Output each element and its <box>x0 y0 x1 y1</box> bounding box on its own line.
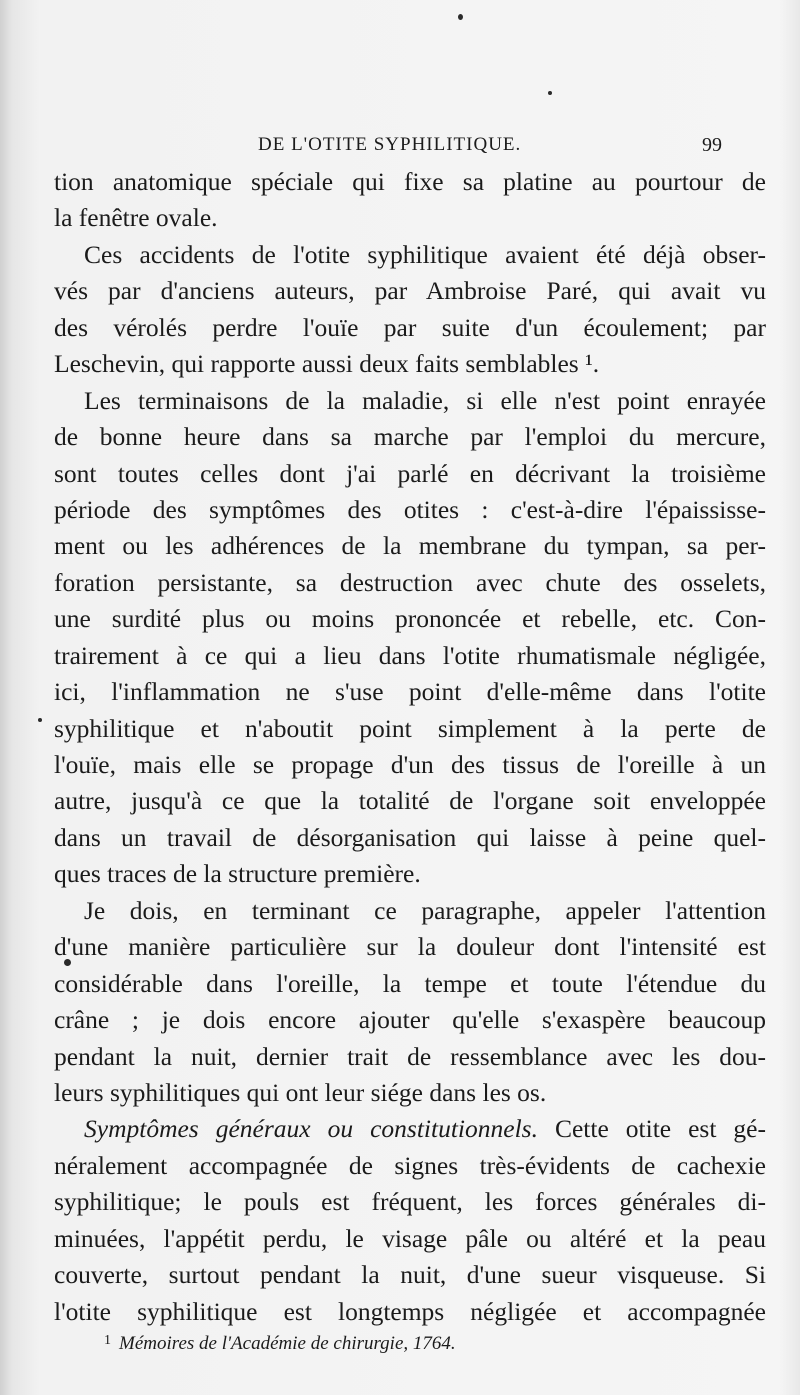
text-line: Leschevin, qui rapporte aussi deux faits semblables ¹. <box>54 349 600 379</box>
print-speck <box>548 91 552 95</box>
text-line: une surdité plus ou moins prononcée et rebelle, etc. Con- <box>54 604 766 634</box>
running-title: DE L'OTITE SYPHILITIQUE. <box>258 134 522 155</box>
text-line: syphilitique; le pouls est fréquent, les forces générales di- <box>54 1187 766 1217</box>
running-head <box>0 134 800 158</box>
text-line: sont toutes celles dont j'ai parlé en décrivant la troisième <box>54 458 766 488</box>
text-line: l'otite syphilitique est longtemps négligée et accompagnée <box>54 1296 766 1326</box>
text-line: vés par d'anciens auteurs, par Ambroise Paré, qui avait vu <box>54 276 766 306</box>
text-line: trairement à ce qui a lieu dans l'otite rhumatismale négligée, <box>54 640 766 670</box>
text-line: couverte, surtout pendant la nuit, d'une sueur visqueuse. Si <box>54 1260 766 1290</box>
heading-continuation: Cette otite est gé- <box>537 1114 766 1144</box>
text-line: leurs syphilitiques qui ont leur siége dans les os. <box>54 1077 547 1107</box>
footnote <box>104 1333 456 1355</box>
text-line: période des symptômes des otites : c'est-à-dire l'épaississe- <box>54 494 766 524</box>
text-line: foration persistante, sa destruction avec chute des osselets, <box>54 567 766 597</box>
italic-section-heading: Symptômes généraux ou constitutionnels. <box>84 1114 538 1144</box>
text-line: ment ou les adhérences de la membrane du tympan, sa per- <box>54 531 766 561</box>
footnote-marker: 1 <box>104 1333 111 1348</box>
text-line: considérable dans l'oreille, la tempe et toute l'étendue du <box>54 968 766 998</box>
text-line: dans un travail de désorganisation qui laisse à peine quel- <box>54 822 766 852</box>
text-line: de bonne heure dans sa marche par l'emploi du mercure, <box>54 422 766 452</box>
body-text <box>54 164 766 1330</box>
print-speck <box>458 14 463 20</box>
text-line: des vérolés perdre l'ouïe par suite d'un écoulement; par <box>54 312 766 342</box>
text-line: Les terminaisons de la maladie, si elle n'est point enrayée <box>84 385 766 415</box>
text-line: tion anatomique spéciale qui fixe sa platine au pourtour de <box>54 167 766 196</box>
text-line: autre, jusqu'à ce que la totalité de l'organe soit enveloppée <box>54 786 766 816</box>
text-line: ques traces de la structure première. <box>54 859 421 889</box>
text-line: la fenêtre ovale. <box>54 203 218 233</box>
text-line: Je dois, en terminant ce paragraphe, appeler l'attention <box>84 895 766 925</box>
text-line: pendant la nuit, dernier trait de ressemblance avec les dou- <box>54 1041 766 1071</box>
print-speck <box>38 718 42 722</box>
text-line: ici, l'inflammation ne s'use point d'elle-même dans l'otite <box>54 677 766 707</box>
text-line: crâne ; je dois encore ajouter qu'elle s'exaspère beaucoup <box>54 1005 766 1035</box>
text-line: néralement accompagnée de signes très-évidents de cachexie <box>54 1150 766 1180</box>
text-line: syphilitique et n'aboutit point simplement à la perte de <box>54 713 766 743</box>
section-heading-line <box>54 1111 766 1147</box>
text-line: Ces accidents de l'otite syphilitique avaient été déjà obser- <box>84 239 766 269</box>
text-line: l'ouïe, mais elle se propage d'un des tissus de l'oreille à un <box>54 750 766 779</box>
text-line: d'une manière particulière sur la douleur dont l'intensité est <box>54 932 766 962</box>
text-line: minuées, l'appétit perdu, le visage pâle ou altéré et la peau <box>54 1223 766 1253</box>
footnote-text: Mémoires de l'Académie de chirurgie, 1764. <box>119 1333 456 1354</box>
page-number: 99 <box>702 134 722 156</box>
